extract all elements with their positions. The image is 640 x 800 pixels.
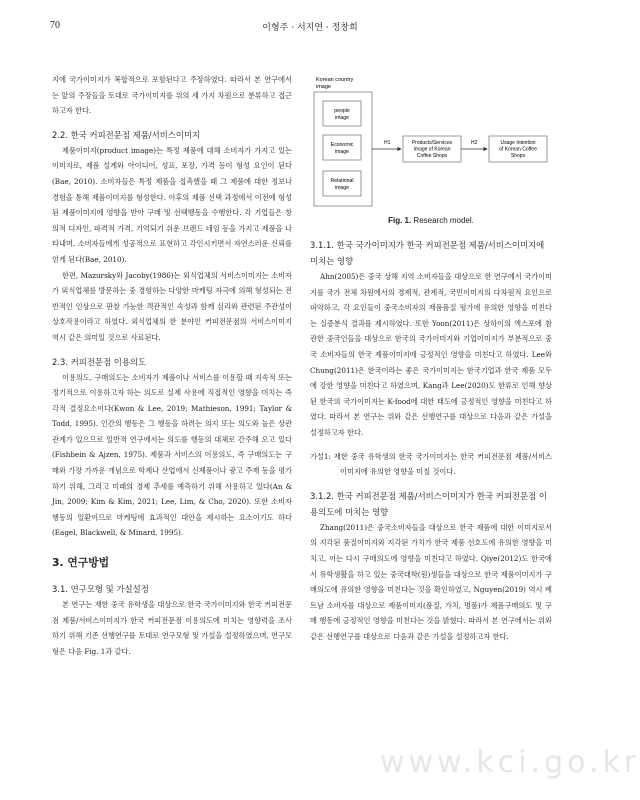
section-heading-3-1-2: 3.1.2. 한국 커피전문점 제품/서비스이미지가 한국 커피전문점 이용의도에 미치는 영향 [310,490,547,517]
h1-label: H1 [384,140,391,146]
products-services-label-1: Products/Services [411,140,453,146]
paragraph-intro-continued: 지에 국가이미지가 복합적으로 포함된다고 주장하였다. 따라서 본 연구에서는 앞의 주장들을 토대로 국가이미지를 위의 세 가지 차원으로 분류하고 접근하고자 한다. [52,75,292,116]
figure-caption [310,216,552,225]
paragraph-research-model: 본 연구는 재한 중국 유학생을 대상으로 한국 국가이미지와 한국 커피전문점 제품/서비스이미지가 한국 커피전문점 이용의도에 미치는 영향력을 조사하기 위해 기존 선행연구를 토대로 연구모형 및 가설을 설정하였으며, 연구모형은 다음 Fig. 1과 같다. [52,600,292,656]
figure-caption-text: Research model. [411,216,474,225]
usage-intention-label-3: Shops [510,153,526,159]
figure-caption-label: Fig. 1. [388,216,412,225]
relational-image-label-2: image [334,185,350,191]
section-heading-2-3: 2.3. 커피전문점 이용의도 [52,356,147,367]
right-column [310,72,552,644]
watermark: www.kci.go.kr [380,745,640,780]
section-heading-3-1-1: 3.1.1. 한국 국가이미지가 한국 커피전문점 제품/서비스이미지에 미치는 영향 [310,240,545,266]
research-model-figure [310,72,552,212]
products-services-label-2: Image of Korean [413,146,451,153]
paragraph-service-image: 한편, Mazursky와 Jacoby(1986)는 외식업체의 서비스이미지는 소비자가 외식업체를 방문하는 중 경험하는 다양한 마케팅 자극에 의해 형성되는 전반적인 인상으로 판찰 가능한 객관적인 속성과 함께 심리와 관련된 주관성이 상호작용이라고 하였다. 외식업체의 한 분야인 커피전문점의 서비스이미지 역시 같은 의미일 것으로 사료된다. [52,270,292,342]
left-column [52,72,292,659]
people-image-label-2: image [334,115,350,121]
paragraph-product-to-intention: Zhang(2011)은 중국소비자들을 대상으로 한국 제품에 대한 이미지로서의 지각된 품질이미지와 지각된 가치가 한국 제품 선호도에 유의한 영향을 미치고, 이는 다시 구매의도에 영향을 미친다고 하였다. Qiye(2012)도 한국에서 유학생활을 하고 있는 중국대학(원)생들을 대상으로 한국 제품이미지가 구매의도에 유의한 영향을 미친다는 것을 확인하였고, Nguyen(2019) 역시 베트남 소비자를 대상으로 제품이미지(품질, 가치, 명품)가 제품구매의도 및 구매 행동에 긍정적인 영향을 미친다는 것을 밝혔다. 따라서 본 연구에서는 위와 같은 선행연구를 대상으로 다음과 같은 가설을 설정하고자 한다. [310,522,552,641]
paragraph-country-to-product: Ahn(2005)은 중국 상해 지역 소비자들을 대상으로 한 연구에서 국가이미지를 국가 전체 차원에서의 경제적, 관계적, 국민이미지의 다차원적 요인으로 파악하고, 각 요인들이 중국소비자의 제품품질 평가에 유의한 영향을 미친다는 실증분석 결과를 제시하였다. 또한 Yoon(2011)은 상하이의 액스포에 참관한 중국인들을 대상으로 한국의 국가이미지와 기업이미지가 부분적으로 중국 소비자들의 한국 제품이미지에 긍정적인 영향을 미친다고 하였다. Lee와 Chung(2011)은 한국이라는 좋은 국가이미지는 한국기업과 한국 제품 모두에 강한 영향을 미친다고 하였으며, Kang과 Lee(2020)도 한류로 인해 향상된 한국의 국가이미지는 K-food에 대한 태도에 긍정적인 영향을 미친다고 하였다. 따라서 본 연구는 위와 같은 선행연구를 대상으로 다음과 같은 가설을 설정하고자 한다. [310,272,552,437]
paragraph-usage-intention: 이용의도, 구매의도는 소비자가 제품이나 서비스를 이용할 때 지속적 또는 정기적으로 이용하고자 하는 의도로 실제 사용에 직접적인 영향을 미치는 즉각적 결정요소이다(Kwon & Lee, 2019; Mathieson, 1991; Taylor & Todd, 1995). 인간의 행동은 그 행동을 하려는 의지 또는 의도와 높은 상관관계가 있으므로 일반적 연구에서는 의도를 행동의 대체로 간주해 오고 있다(Fishbein & Ajzen, 1975). 제품과 서비스의 이용의도, 즉 구매의도는 구매와 가장 가까운 개념으로 학계나 산업에서 신제품이나 광고 주제 등을 평가하기 위해, 그리고 미래의 경제 추세를 예측하기 위해 사용하고 있다(An & Jin, 2009; Kim & Kim, 2021; Lee, Lim, & Cho, 2020). 또한 소비자 행동의 일환이므로 마케팅에 효과적인 대안을 제시하는 요소이기도 하다(Eagel, Blackwell, & Minard, 1995). [52,372,292,538]
page-header [50,20,550,34]
hypothesis-1: 가설1: 재한 중국 유학생의 한국 국가이미지는 한국 커피전문점 제품/서비스이미지에 유의한 영향을 미칠 것이다. [310,451,552,477]
h2-label: H2 [471,140,478,146]
usage-intention-label-2: of Korean Coffee [499,146,537,153]
relational-image-label: Relational [330,178,354,184]
paragraph-product-image: 제품이미지(product image)는 특정 제품에 대해 소비자가 가지고 있는 이미지로, 제품 설계와 아이디어, 성표, 포장, 가격 등이 형성 요인이 된다(Bae, 2010). 소비자들은 특정 제품을 접촉했을 때 그 제품에 대한 정보나 경험을 통해 제품이미지를 형성한다. 이후의 제품 선택 과정에서 이전에 형성된 제품이미지에 영향을 받아 구매 및 선택행동을 수행한다. 각 기업들은 창의적 디자인, 파격적 가격, 기억되기 쉬운 브랜드 네임 등을 가지고 제품을 나타내며, 소비자들에게 성공적으로 표현하고 각인시키면서 자연스러운 신뢰를 얻게 된다(Bae, 2010). [52,145,292,264]
research-model-diagram [310,72,552,212]
korean-country-image-label: Korean country [316,77,354,83]
economic-image-label: Economic [330,142,354,148]
section-heading-3: 3. 연구방법 [52,556,110,570]
section-heading-3-1: 3.1. 연구모형 및 가설설정 [52,584,149,595]
economic-image-label-2: image [334,149,350,155]
page-number: 70 [50,20,60,31]
korean-country-image-label-2: image [316,84,331,90]
usage-intention-label-1: Usage Intention [500,140,536,146]
people-image-label: people [334,108,350,114]
running-authors: 이형주 · 서지연 · 정창희 [262,23,358,33]
products-services-label-3: Coffee Shops [416,153,448,159]
section-heading-2-2: 2.2. 한국 커피전문점 제품/서비스이미지 [52,129,201,140]
